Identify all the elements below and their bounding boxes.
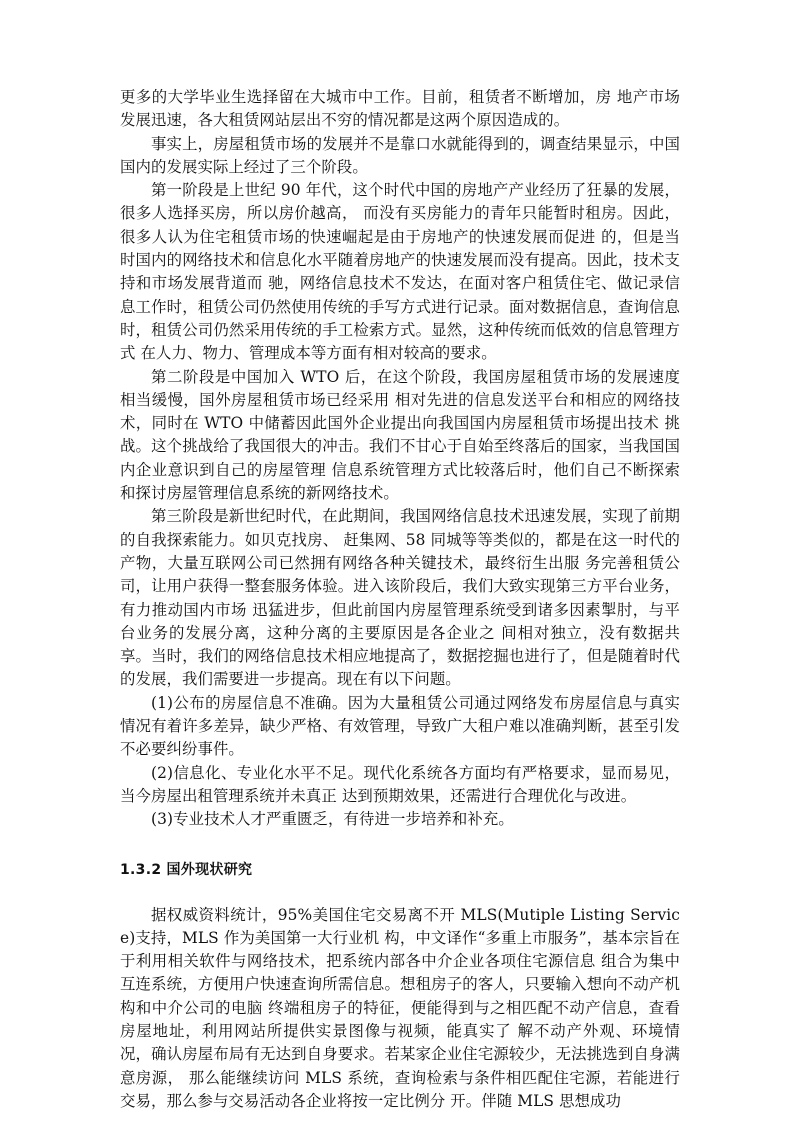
paragraph-mls: 据权威资料统计，95%美国住宅交易离不开 MLS(Mutiple Listing Service)支持，MLS 作为美国第一大行业机 构，中文译作“多重上市服务”，基本宗旨在于利用相关软件与网络技术，把系统内部各中介企业各项住宅源信息 组合为集中互连系统，方便用户快速查询所需信息。想租房子的客人，只要输入想向不动产机构和中介公司的电脑 终端租房子的特征，便能得到与之相匹配不动产信息，查看房屋地址，利用网站所提供实景图像与视频，能真实了 解不动产外观、环境情况，确认房屋布局有无达到自身要求。若某家企业住宅源较少，无法挑选到自身满意房源， 那么能继续访问 MLS 系统，查询检索与条件相匹配住宅源，若能进行交易，那么参与交易活动各企业将按一定比例分 开。伴随 MLS 思想成功 — [120, 905, 680, 1110]
section-heading: 1.3.2 国外现状研究 — [120, 861, 253, 878]
paragraph-stage-one: 第一阶段是上世纪 90 年代，这个时代中国的房地产产业经历了狂暴的发展，很多人选择买房，所以房价越高， 而没有买房能力的青年只能暂时租房。因此，很多人认为住宅租赁市场的快速崛起是由于房地产的快速发展而促进 的，但是当时国内的网络技术和信息化水平随着房地产的快速发展而没有提高。因此，技术支持和市场发展背道而 驰，网络信息技术不发达，在面对客户租赁住宅、做记录信息工作时，租赁公司仍然使用传统的手写方式进行记录。面对数据信息，查询信息时，租赁公司仍然采用传统的手工检索方式。显然，这种传统而低效的信息管理方式 在人力、物力、管理成本等方面有相对较高的要求。 — [120, 181, 680, 363]
paragraph-problem-1: (1)公布的房屋信息不准确。因为大量租赁公司通过网络发布房屋信息与真实情况有着许多差异，缺少严格、有效管理，导致广大租户难以准确判断，甚至引发不必要纠纷事件。 — [120, 693, 680, 759]
paragraph-problem-3: (3)专业技术人才严重匮乏，有待进一步培养和补充。 — [151, 810, 514, 829]
paragraph-problem-2: (2)信息化、专业化水平不足。现代化系统各方面均有严格要求，显而易见，当今房屋出租管理系统并未真正 达到预期效果，还需进行合理优化与改进。 — [120, 763, 680, 805]
document-page — [120, 86, 680, 1113]
paragraph-market-development: 事实上，房屋租赁市场的发展并不是靠口水就能得到的，调查结果显示，中国国内的发展实际上经过了三个阶段。 — [120, 134, 680, 176]
paragraph-stage-three: 第三阶段是新世纪时代，在此期间，我国网络信息技术迅速发展，实现了前期的自我探索能力。如贝克找房、 赶集网、58 同城等等类似的，都是在这一时代的产物，大量互联网公司已然拥有网络各种关键技术，最终衍生出服 务完善租赁公司，让用户获得一整套服务体验。进入该阶段后，我们大致实现第三方平台业务，有力推动国内市场 迅猛进步，但此前国内房屋管理系统受到诸多因素掣肘，与平台业务的发展分离，这种分离的主要原因是各企业之 间相对独立，没有数据共享。当时，我们的网络信息技术相应地提高了，数据挖掘也进行了，但是随着时代的发展，我们需要进一步提高。现在有以下问题。 — [120, 507, 680, 689]
paragraph-continuation: 更多的大学毕业生选择留在大城市中工作。目前，租赁者不断增加，房 地产市场发展迅速，各大租赁网站层出不穷的情况都是这两个原因造成的。 — [120, 88, 680, 130]
paragraph-stage-two: 第二阶段是中国加入 WTO 后，在这个阶段，我国房屋租赁市场的发展速度相当缓慢，国外房屋租赁市场已经采用 相对先进的信息发送平台和相应的网络技术，同时在 WTO 中储蓄因此国外企业提出向我国国内房屋租赁市场提出技术 挑战。这个挑战给了我国很大的冲击。我们不甘心于自始至终落后的国家，当我国国内企业意识到自己的房屋管理 信息系统管理方式比较落后时，他们自己不断探索和探讨房屋管理信息系统的新网络技术。 — [120, 367, 680, 503]
